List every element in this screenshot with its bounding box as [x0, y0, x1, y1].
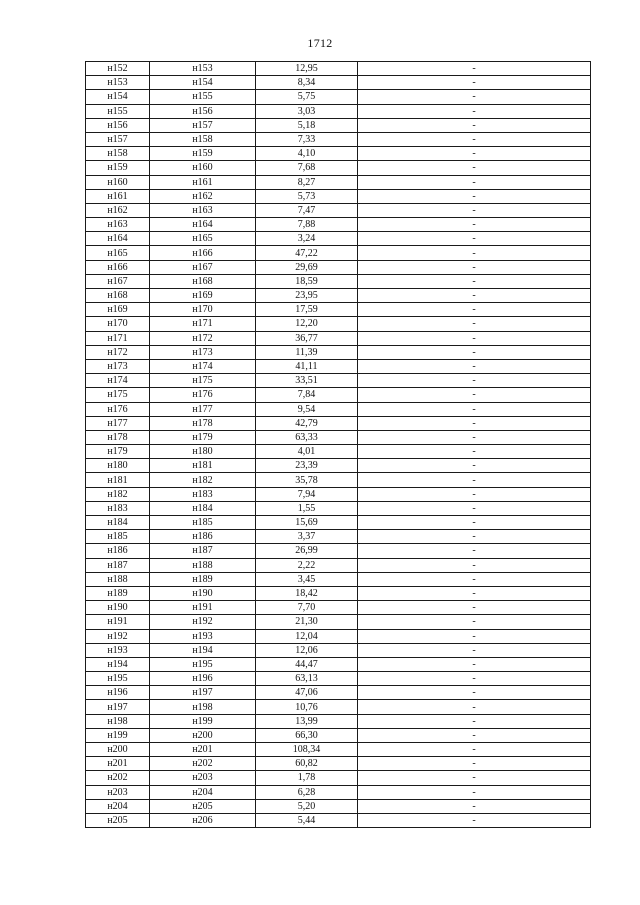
- table-row: [86, 345, 591, 359]
- note-cell: -: [358, 62, 591, 76]
- table-row: [86, 487, 591, 501]
- note-cell: -: [358, 657, 591, 671]
- from-point-cell: н168: [86, 289, 150, 303]
- table-row: [86, 459, 591, 473]
- from-point-cell: н153: [86, 76, 150, 90]
- from-point-cell: н173: [86, 359, 150, 373]
- distance-cell: 13,99: [256, 714, 358, 728]
- distance-cell: 47,06: [256, 686, 358, 700]
- to-point-cell: н192: [150, 615, 256, 629]
- table-row: [86, 132, 591, 146]
- to-point-cell: н172: [150, 331, 256, 345]
- table-row: [86, 473, 591, 487]
- to-point-cell: н200: [150, 728, 256, 742]
- note-cell: -: [358, 672, 591, 686]
- table-row: [86, 118, 591, 132]
- from-point-cell: н187: [86, 558, 150, 572]
- from-point-cell: н179: [86, 445, 150, 459]
- from-point-cell: н154: [86, 90, 150, 104]
- table-row: [86, 260, 591, 274]
- note-cell: -: [358, 388, 591, 402]
- distance-cell: 3,45: [256, 572, 358, 586]
- from-point-cell: н181: [86, 473, 150, 487]
- note-cell: -: [358, 813, 591, 827]
- table-row: [86, 189, 591, 203]
- table-row: [86, 516, 591, 530]
- to-point-cell: н188: [150, 558, 256, 572]
- table-row: [86, 232, 591, 246]
- table-row: [86, 728, 591, 742]
- coordinates-table: [85, 61, 591, 828]
- distance-cell: 7,84: [256, 388, 358, 402]
- note-cell: -: [358, 771, 591, 785]
- from-point-cell: н158: [86, 147, 150, 161]
- table-row: [86, 601, 591, 615]
- distance-cell: 7,68: [256, 161, 358, 175]
- note-cell: -: [358, 402, 591, 416]
- to-point-cell: н198: [150, 700, 256, 714]
- to-point-cell: н169: [150, 289, 256, 303]
- to-point-cell: н178: [150, 416, 256, 430]
- distance-cell: 29,69: [256, 260, 358, 274]
- to-point-cell: н155: [150, 90, 256, 104]
- to-point-cell: н167: [150, 260, 256, 274]
- note-cell: -: [358, 615, 591, 629]
- distance-cell: 15,69: [256, 516, 358, 530]
- table-row: [86, 274, 591, 288]
- note-cell: -: [358, 189, 591, 203]
- from-point-cell: н198: [86, 714, 150, 728]
- table-row: [86, 388, 591, 402]
- from-point-cell: н159: [86, 161, 150, 175]
- note-cell: -: [358, 586, 591, 600]
- to-point-cell: н196: [150, 672, 256, 686]
- to-point-cell: н189: [150, 572, 256, 586]
- note-cell: -: [358, 274, 591, 288]
- from-point-cell: н157: [86, 132, 150, 146]
- note-cell: -: [358, 118, 591, 132]
- distance-cell: 7,88: [256, 218, 358, 232]
- table-row: [86, 572, 591, 586]
- table-row: [86, 331, 591, 345]
- note-cell: -: [358, 501, 591, 515]
- table-row: [86, 771, 591, 785]
- distance-cell: 26,99: [256, 544, 358, 558]
- from-point-cell: н155: [86, 104, 150, 118]
- to-point-cell: н162: [150, 189, 256, 203]
- from-point-cell: н197: [86, 700, 150, 714]
- to-point-cell: н202: [150, 757, 256, 771]
- note-cell: -: [358, 303, 591, 317]
- from-point-cell: н203: [86, 785, 150, 799]
- from-point-cell: н161: [86, 189, 150, 203]
- to-point-cell: н206: [150, 813, 256, 827]
- note-cell: -: [358, 416, 591, 430]
- table-row: [86, 76, 591, 90]
- table-row: [86, 813, 591, 827]
- distance-cell: 66,30: [256, 728, 358, 742]
- distance-cell: 1,55: [256, 501, 358, 515]
- distance-cell: 33,51: [256, 374, 358, 388]
- table-row: [86, 289, 591, 303]
- to-point-cell: н170: [150, 303, 256, 317]
- table-row: [86, 643, 591, 657]
- table-row: [86, 785, 591, 799]
- from-point-cell: н176: [86, 402, 150, 416]
- distance-cell: 3,37: [256, 530, 358, 544]
- distance-cell: 11,39: [256, 345, 358, 359]
- table-row: [86, 402, 591, 416]
- to-point-cell: н158: [150, 132, 256, 146]
- page-number: 1712: [307, 36, 333, 50]
- from-point-cell: н164: [86, 232, 150, 246]
- distance-cell: 3,03: [256, 104, 358, 118]
- from-point-cell: н188: [86, 572, 150, 586]
- table-row: [86, 445, 591, 459]
- from-point-cell: н160: [86, 175, 150, 189]
- table-row: [86, 246, 591, 260]
- table-row: [86, 700, 591, 714]
- distance-cell: 63,13: [256, 672, 358, 686]
- distance-cell: 12,20: [256, 317, 358, 331]
- distance-cell: 4,01: [256, 445, 358, 459]
- table-body: [86, 62, 591, 828]
- to-point-cell: н153: [150, 62, 256, 76]
- table-row: [86, 501, 591, 515]
- from-point-cell: н178: [86, 430, 150, 444]
- to-point-cell: н184: [150, 501, 256, 515]
- to-point-cell: н156: [150, 104, 256, 118]
- distance-cell: 7,47: [256, 203, 358, 217]
- distance-cell: 5,73: [256, 189, 358, 203]
- distance-cell: 21,30: [256, 615, 358, 629]
- distance-cell: 2,22: [256, 558, 358, 572]
- from-point-cell: н186: [86, 544, 150, 558]
- table-row: [86, 757, 591, 771]
- to-point-cell: н171: [150, 317, 256, 331]
- distance-cell: 23,39: [256, 459, 358, 473]
- note-cell: -: [358, 374, 591, 388]
- distance-cell: 1,78: [256, 771, 358, 785]
- distance-cell: 18,42: [256, 586, 358, 600]
- distance-cell: 63,33: [256, 430, 358, 444]
- from-point-cell: н200: [86, 743, 150, 757]
- to-point-cell: н201: [150, 743, 256, 757]
- distance-cell: 36,77: [256, 331, 358, 345]
- from-point-cell: н171: [86, 331, 150, 345]
- to-point-cell: н195: [150, 657, 256, 671]
- to-point-cell: н194: [150, 643, 256, 657]
- distance-cell: 5,75: [256, 90, 358, 104]
- distance-cell: 47,22: [256, 246, 358, 260]
- from-point-cell: н204: [86, 799, 150, 813]
- note-cell: -: [358, 728, 591, 742]
- note-cell: -: [358, 359, 591, 373]
- to-point-cell: н161: [150, 175, 256, 189]
- distance-cell: 41,11: [256, 359, 358, 373]
- distance-cell: 3,24: [256, 232, 358, 246]
- note-cell: -: [358, 459, 591, 473]
- to-point-cell: н163: [150, 203, 256, 217]
- to-point-cell: н183: [150, 487, 256, 501]
- distance-cell: 108,34: [256, 743, 358, 757]
- to-point-cell: н159: [150, 147, 256, 161]
- note-cell: -: [358, 289, 591, 303]
- from-point-cell: н193: [86, 643, 150, 657]
- table-row: [86, 374, 591, 388]
- note-cell: -: [358, 516, 591, 530]
- distance-cell: 10,76: [256, 700, 358, 714]
- table-row: [86, 147, 591, 161]
- to-point-cell: н164: [150, 218, 256, 232]
- to-point-cell: н179: [150, 430, 256, 444]
- from-point-cell: н194: [86, 657, 150, 671]
- note-cell: -: [358, 572, 591, 586]
- table-row: [86, 104, 591, 118]
- table-row: [86, 558, 591, 572]
- note-cell: -: [358, 104, 591, 118]
- note-cell: -: [358, 246, 591, 260]
- note-cell: -: [358, 175, 591, 189]
- distance-cell: 44,47: [256, 657, 358, 671]
- distance-cell: 4,10: [256, 147, 358, 161]
- note-cell: -: [358, 161, 591, 175]
- to-point-cell: н176: [150, 388, 256, 402]
- distance-cell: 17,59: [256, 303, 358, 317]
- note-cell: -: [358, 218, 591, 232]
- table-row: [86, 430, 591, 444]
- distance-cell: 7,33: [256, 132, 358, 146]
- note-cell: -: [358, 232, 591, 246]
- distance-cell: 35,78: [256, 473, 358, 487]
- table-row: [86, 317, 591, 331]
- distance-cell: 8,27: [256, 175, 358, 189]
- note-cell: -: [358, 317, 591, 331]
- to-point-cell: н180: [150, 445, 256, 459]
- from-point-cell: н163: [86, 218, 150, 232]
- note-cell: -: [358, 345, 591, 359]
- from-point-cell: н205: [86, 813, 150, 827]
- table-row: [86, 359, 591, 373]
- distance-cell: 5,20: [256, 799, 358, 813]
- to-point-cell: н173: [150, 345, 256, 359]
- distance-cell: 8,34: [256, 76, 358, 90]
- distance-cell: 7,94: [256, 487, 358, 501]
- from-point-cell: н165: [86, 246, 150, 260]
- from-point-cell: н190: [86, 601, 150, 615]
- table-row: [86, 203, 591, 217]
- distance-cell: 6,28: [256, 785, 358, 799]
- table-row: [86, 615, 591, 629]
- from-point-cell: н199: [86, 728, 150, 742]
- table-row: [86, 161, 591, 175]
- table-row: [86, 686, 591, 700]
- from-point-cell: н196: [86, 686, 150, 700]
- distance-cell: 9,54: [256, 402, 358, 416]
- table-row: [86, 90, 591, 104]
- from-point-cell: н182: [86, 487, 150, 501]
- distance-cell: 12,04: [256, 629, 358, 643]
- from-point-cell: н185: [86, 530, 150, 544]
- distance-cell: 42,79: [256, 416, 358, 430]
- to-point-cell: н175: [150, 374, 256, 388]
- to-point-cell: н191: [150, 601, 256, 615]
- from-point-cell: н174: [86, 374, 150, 388]
- note-cell: -: [358, 487, 591, 501]
- from-point-cell: н184: [86, 516, 150, 530]
- from-point-cell: н202: [86, 771, 150, 785]
- to-point-cell: н177: [150, 402, 256, 416]
- note-cell: -: [358, 714, 591, 728]
- note-cell: -: [358, 757, 591, 771]
- from-point-cell: н189: [86, 586, 150, 600]
- to-point-cell: н154: [150, 76, 256, 90]
- table-row: [86, 743, 591, 757]
- from-point-cell: н192: [86, 629, 150, 643]
- distance-cell: 7,70: [256, 601, 358, 615]
- from-point-cell: н166: [86, 260, 150, 274]
- to-point-cell: н168: [150, 274, 256, 288]
- note-cell: -: [358, 90, 591, 104]
- note-cell: -: [358, 601, 591, 615]
- to-point-cell: н185: [150, 516, 256, 530]
- note-cell: -: [358, 430, 591, 444]
- note-cell: -: [358, 785, 591, 799]
- to-point-cell: н160: [150, 161, 256, 175]
- table-row: [86, 218, 591, 232]
- table-row: [86, 799, 591, 813]
- note-cell: -: [358, 132, 591, 146]
- from-point-cell: н170: [86, 317, 150, 331]
- note-cell: -: [358, 686, 591, 700]
- table-row: [86, 544, 591, 558]
- from-point-cell: н172: [86, 345, 150, 359]
- table-row: [86, 416, 591, 430]
- to-point-cell: н186: [150, 530, 256, 544]
- distance-cell: 60,82: [256, 757, 358, 771]
- note-cell: -: [358, 544, 591, 558]
- table-row: [86, 714, 591, 728]
- note-cell: -: [358, 147, 591, 161]
- from-point-cell: н180: [86, 459, 150, 473]
- to-point-cell: н203: [150, 771, 256, 785]
- from-point-cell: н183: [86, 501, 150, 515]
- note-cell: -: [358, 558, 591, 572]
- to-point-cell: н174: [150, 359, 256, 373]
- to-point-cell: н157: [150, 118, 256, 132]
- table-row: [86, 629, 591, 643]
- note-cell: -: [358, 473, 591, 487]
- to-point-cell: н181: [150, 459, 256, 473]
- from-point-cell: н175: [86, 388, 150, 402]
- table-row: [86, 672, 591, 686]
- from-point-cell: н177: [86, 416, 150, 430]
- table-row: [86, 530, 591, 544]
- note-cell: -: [358, 445, 591, 459]
- note-cell: -: [358, 260, 591, 274]
- from-point-cell: н162: [86, 203, 150, 217]
- distance-cell: 12,95: [256, 62, 358, 76]
- distance-cell: 18,59: [256, 274, 358, 288]
- table-row: [86, 303, 591, 317]
- from-point-cell: н195: [86, 672, 150, 686]
- table-row: [86, 586, 591, 600]
- note-cell: -: [358, 530, 591, 544]
- note-cell: -: [358, 76, 591, 90]
- table-row: [86, 657, 591, 671]
- from-point-cell: н169: [86, 303, 150, 317]
- distance-cell: 5,44: [256, 813, 358, 827]
- distance-cell: 12,06: [256, 643, 358, 657]
- to-point-cell: н187: [150, 544, 256, 558]
- to-point-cell: н199: [150, 714, 256, 728]
- note-cell: -: [358, 203, 591, 217]
- from-point-cell: н156: [86, 118, 150, 132]
- from-point-cell: н167: [86, 274, 150, 288]
- note-cell: -: [358, 743, 591, 757]
- table-row: [86, 62, 591, 76]
- to-point-cell: н204: [150, 785, 256, 799]
- to-point-cell: н197: [150, 686, 256, 700]
- to-point-cell: н205: [150, 799, 256, 813]
- note-cell: -: [358, 700, 591, 714]
- note-cell: -: [358, 643, 591, 657]
- to-point-cell: н165: [150, 232, 256, 246]
- note-cell: -: [358, 331, 591, 345]
- from-point-cell: н152: [86, 62, 150, 76]
- to-point-cell: н193: [150, 629, 256, 643]
- distance-cell: 23,95: [256, 289, 358, 303]
- note-cell: -: [358, 799, 591, 813]
- distance-cell: 5,18: [256, 118, 358, 132]
- to-point-cell: н182: [150, 473, 256, 487]
- to-point-cell: н190: [150, 586, 256, 600]
- to-point-cell: н166: [150, 246, 256, 260]
- from-point-cell: н191: [86, 615, 150, 629]
- note-cell: -: [358, 629, 591, 643]
- from-point-cell: н201: [86, 757, 150, 771]
- table-row: [86, 175, 591, 189]
